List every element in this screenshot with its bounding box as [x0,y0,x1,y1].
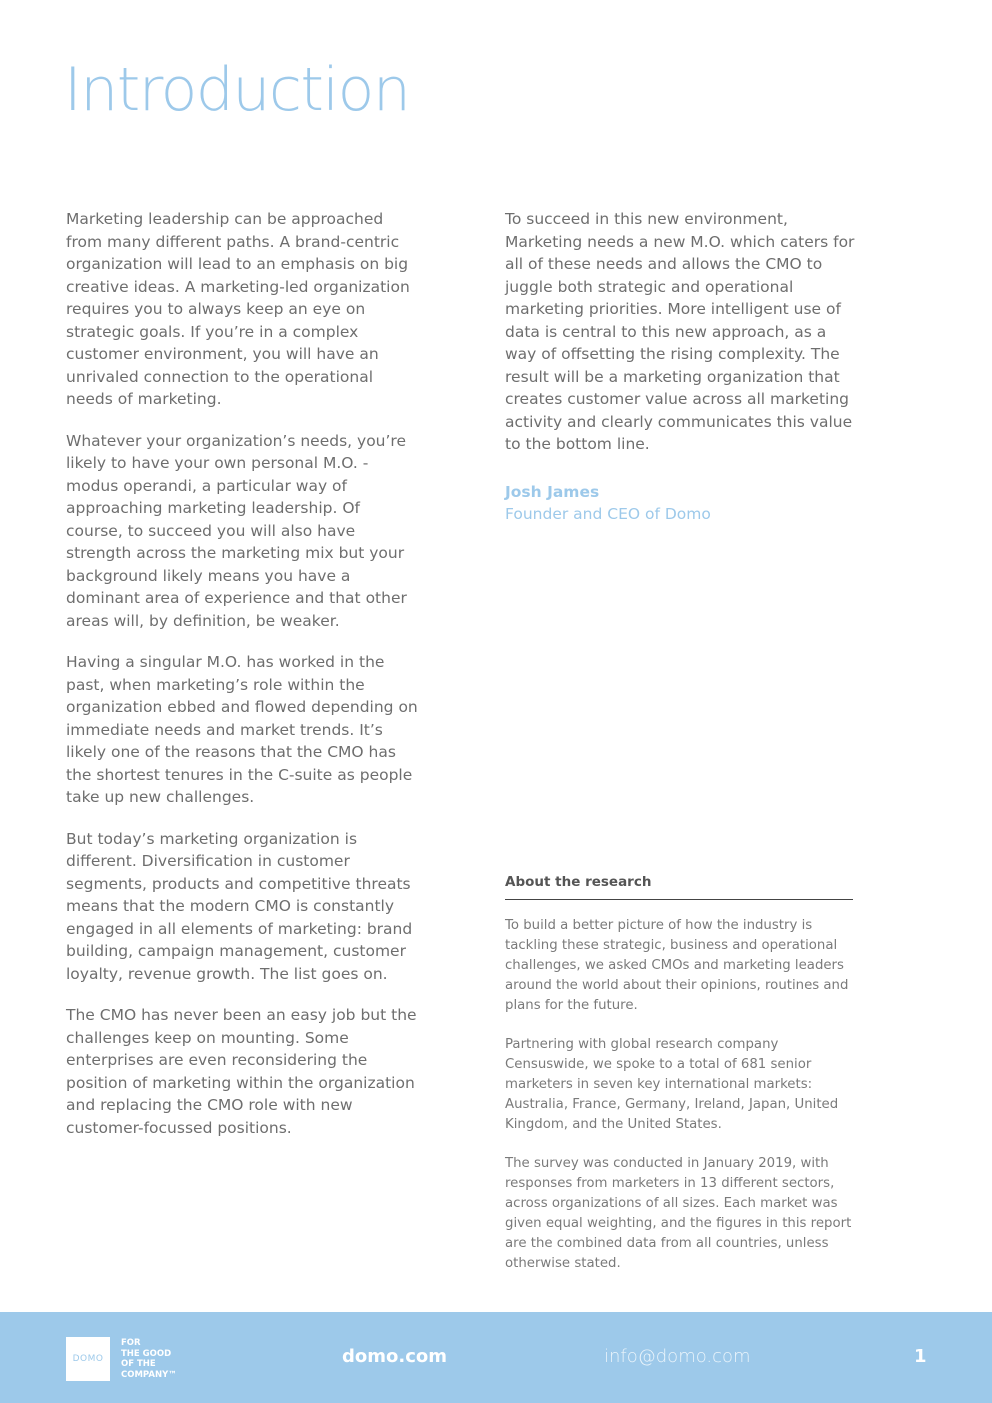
logo-text: DOMO [72,1354,104,1364]
email-link[interactable]: info@domo.com [604,1346,751,1367]
page-title: Introduction [64,55,410,125]
intro-paragraph: Whatever your organization’s needs, you’re likely to have your own personal M.O. - modus operandi, a particular way of approaching marketing leadership. Of course, to succeed you will also have strength across the marketing mix but your background likely means you have a dominant area of experience and that other areas will, by definition, be weaker. [66,431,407,630]
tagline-line: THE GOOD [121,1348,172,1359]
tagline-line: FOR [121,1338,141,1348]
intro-paragraph: But today’s marketing organization is different. Diversification in customer segments, products and competitive threats means that the modern CMO is constantly engaged in all elements of marketing: brand building, campaign management, customer loyalty, revenue growth. The list goes on. [66,829,413,983]
page-footer [0,1312,992,1403]
tagline [121,1338,201,1380]
signature-name: Josh James [505,482,600,501]
intro-left-column [66,208,418,1158]
tagline-line: OF THE [121,1359,156,1369]
about-research-box [505,874,853,1274]
website-link[interactable]: domo.com [342,1346,448,1367]
tagline-line: COMPANY™ [121,1369,177,1380]
page-number: 1 [914,1346,927,1367]
intro-paragraph: The CMO has never been an easy job but the challenges keep on mounting. Some enterprises are even reconsidering the position of marketing within the organization and replacing the CMO role with new customer-focussed positions. [66,1006,417,1137]
research-paragraph: Partnering with global research company Censuswide, we spoke to a total of 681 senior marketers in seven key international markets: Australia, France, Germany, Ireland, Japan, United Kingdom, and the United States. [505,1037,839,1132]
research-heading: About the research [505,874,853,900]
intro-paragraph: To succeed in this new environment, Marketing needs a new M.O. which caters for all of these needs and allows the CMO to juggle both strategic and operational marketing priorities. More intelligent use of data is central to this new approach, as a way of offsetting the rising complexity. The result will be a marketing organization that creates customer value across all marketing activity and clearly communicates this value to the bottom line. [505,210,855,453]
research-paragraph: The survey was conducted in January 2019, with responses from marketers in 13 different sectors, across organizations of all sizes. Each market was given equal weighting, and the figures in this report are the combined data from all countries, unless otherwise stated. [505,1156,852,1271]
signature-role: Founder and CEO of Domo [505,505,711,523]
domo-logo [66,1337,110,1381]
intro-paragraph: Marketing leadership can be approached from many different paths. A brand-centric organization will lead to an emphasis on big creative ideas. A marketing-led organization requires you to always keep an eye on strategic goals. If you’re in a complex customer environment, you will have an unrivaled connection to the operational needs of marketing. [66,210,410,408]
intro-paragraph: Having a singular M.O. has worked in the past, when marketing’s role within the organization ebbed and flowed depending on immediate needs and market trends. It’s likely one of the reasons that the CMO has the shortest tenures in the C-suite as people take up new challenges. [66,653,418,806]
research-paragraph: To build a better picture of how the industry is tackling these strategic, business and operational challenges, we asked CMOs and marketing leaders around the world about their opinions, routines and plans for the future. [505,918,849,1013]
intro-right-column [505,208,857,526]
